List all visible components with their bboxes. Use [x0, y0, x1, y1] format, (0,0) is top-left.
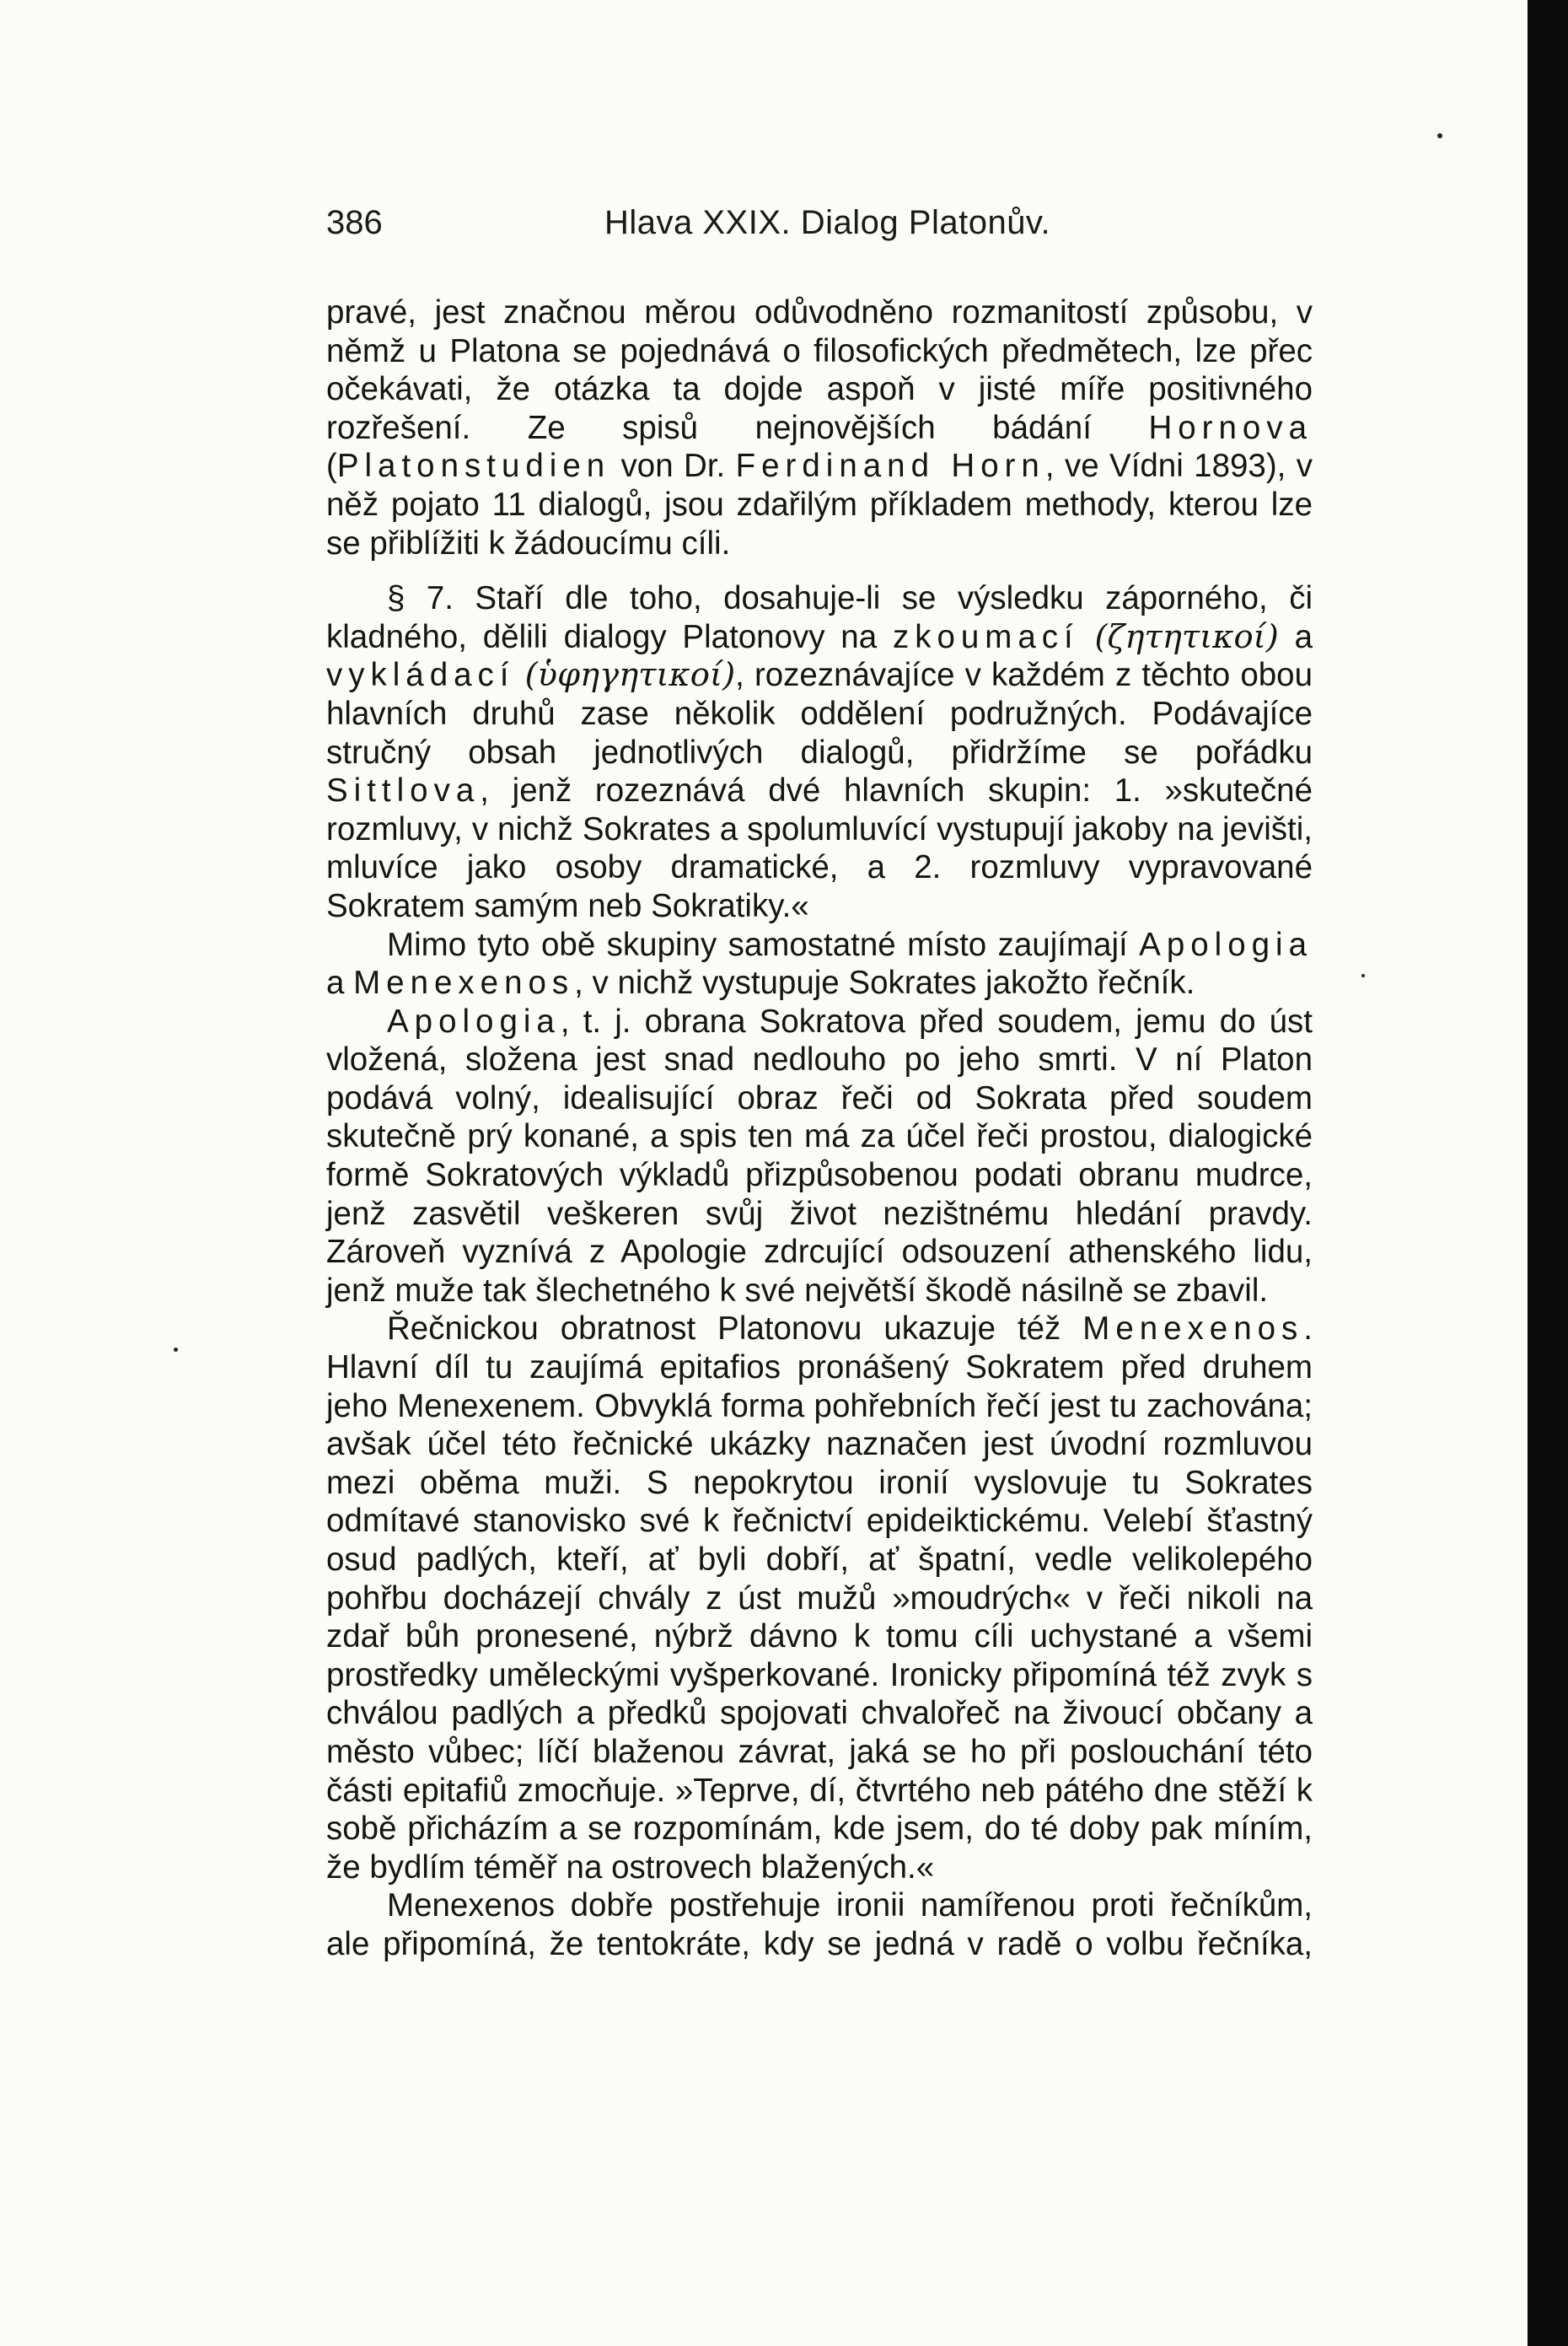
paragraph: Řečnickou obratnost Platonovu ukazuje též Menexenos. Hlavní díl tu zaujímá epitafios pronášený Sokratem před druhem jeho Menexenem. Obvyklá forma pohřebních řečí jest tu zachována; avšak účel této řečnické ukázky naznačen jest úvodní rozmluvou mezi oběma muži. S nepokrytou ironií vyslovuje tu Sokrates odmítavé stanovisko své k řečnictví epideiktickému. Velebí šťastný osud padlých, kteří, ať byli dobří, ať špatní, vedle velikolepého pohřbu docházejí chvály z úst mužů »moudrých« v řeči nikoli na zdař bůh pronesené, nýbrž dávno k tomu cíli uchystané a všemi prostředky uměleckými vyšperkované. Ironicky připomíná též zvyk s chválou padlých a předků spojovati chvalořeč na živoucí občany a město vůbec; líčí blaženou závrat, jaká se ho při poslouchání této části epitafiů zmocňuje. »Teprve, dí, čtvrtého neb pátého dne stěží k sobě přicházím a se rozpomínám, kde jsem, do té doby pak míním, že bydlím téměř na ostrovech blažených.« — [326, 1310, 1313, 1886]
paragraph: pravé, jest značnou měrou odůvodněno rozmanitostí způsobu, v němž u Platona se pojednává o filosofických předmětech, lze přec očekávati, že otázka ta dojde aspoň v jisté míře positivného rozřešení. Ze spisů nejnovějších bádání Hornova (Platonstudien von Dr. Ferdinand Horn, ve Vídni 1893), v něž pojato 11 dialogů, jsou zdařilým příkladem methody, kterou lze se přiblížiti k žádoucímu cíli. — [326, 294, 1313, 562]
paragraph: Mimo tyto obě skupiny samostatné místo zaujímají Apologia a Menexenos, v nichž vystupuje Sokrates jakožto řečník. — [326, 926, 1313, 1002]
paragraph: Menexenos dobře postřehuje ironii namířenou proti řečníkům, ale připomíná, že tentokráte, kdy se jedná v radě o volbu řečníka, — [326, 1887, 1313, 1962]
scan-speck — [174, 1348, 178, 1352]
scan-speck — [1437, 133, 1442, 138]
page-number: 386 — [326, 204, 383, 241]
section-mark: § 7. — [387, 580, 454, 617]
running-title: Hlava XXIX. Dialog Platonův. — [604, 204, 1051, 241]
scan-speck — [1361, 974, 1365, 977]
paragraph: Apologia, t. j. obrana Sokratova před soudem, jemu do úst vložená, složena jest snad nedlouho po jeho smrti. V ní Platon podává volný, idealisující obraz řeči od Sokrata před soudem skutečně prý konané, a spis ten má za účel řeči prostou, dialogické formě Sokratových výkladů přizpůsobenou podati obranu mudrce, jenž zasvětil veškeren svůj život nezištnému hledání pravdy. Zároveň vyznívá z Apologie zdrcující odsouzení athenského lidu, jenž muže tak šlechetného k své největší škodě násilně se zbavil. — [326, 1003, 1313, 1309]
paragraph-section-7: § 7. Staří dle toho, dosahuje-li se výsledku záporného, či kladného, dělili dialogy Platonovy na zkoumací (ζητητικοί) a vykládací (ὑφηγητικοί), rozeznávajíce v každém z těchto obou hlavních druhů zase několik oddělení podružných. Podávajíce stručný obsah jednotlivých dialogů, přidržíme se pořádku Sittlova, jenž rozeznává dvé hlavních skupin: 1. »skutečné rozmluvy, v nichž Sokrates a spolumluvící vystupují jakoby na jevišti, mluvíce jako osoby dramatické, a 2. rozmluvy vypravované Sokratem samým neb Sokratiky.« — [326, 580, 1313, 924]
body-text — [326, 293, 1313, 1964]
